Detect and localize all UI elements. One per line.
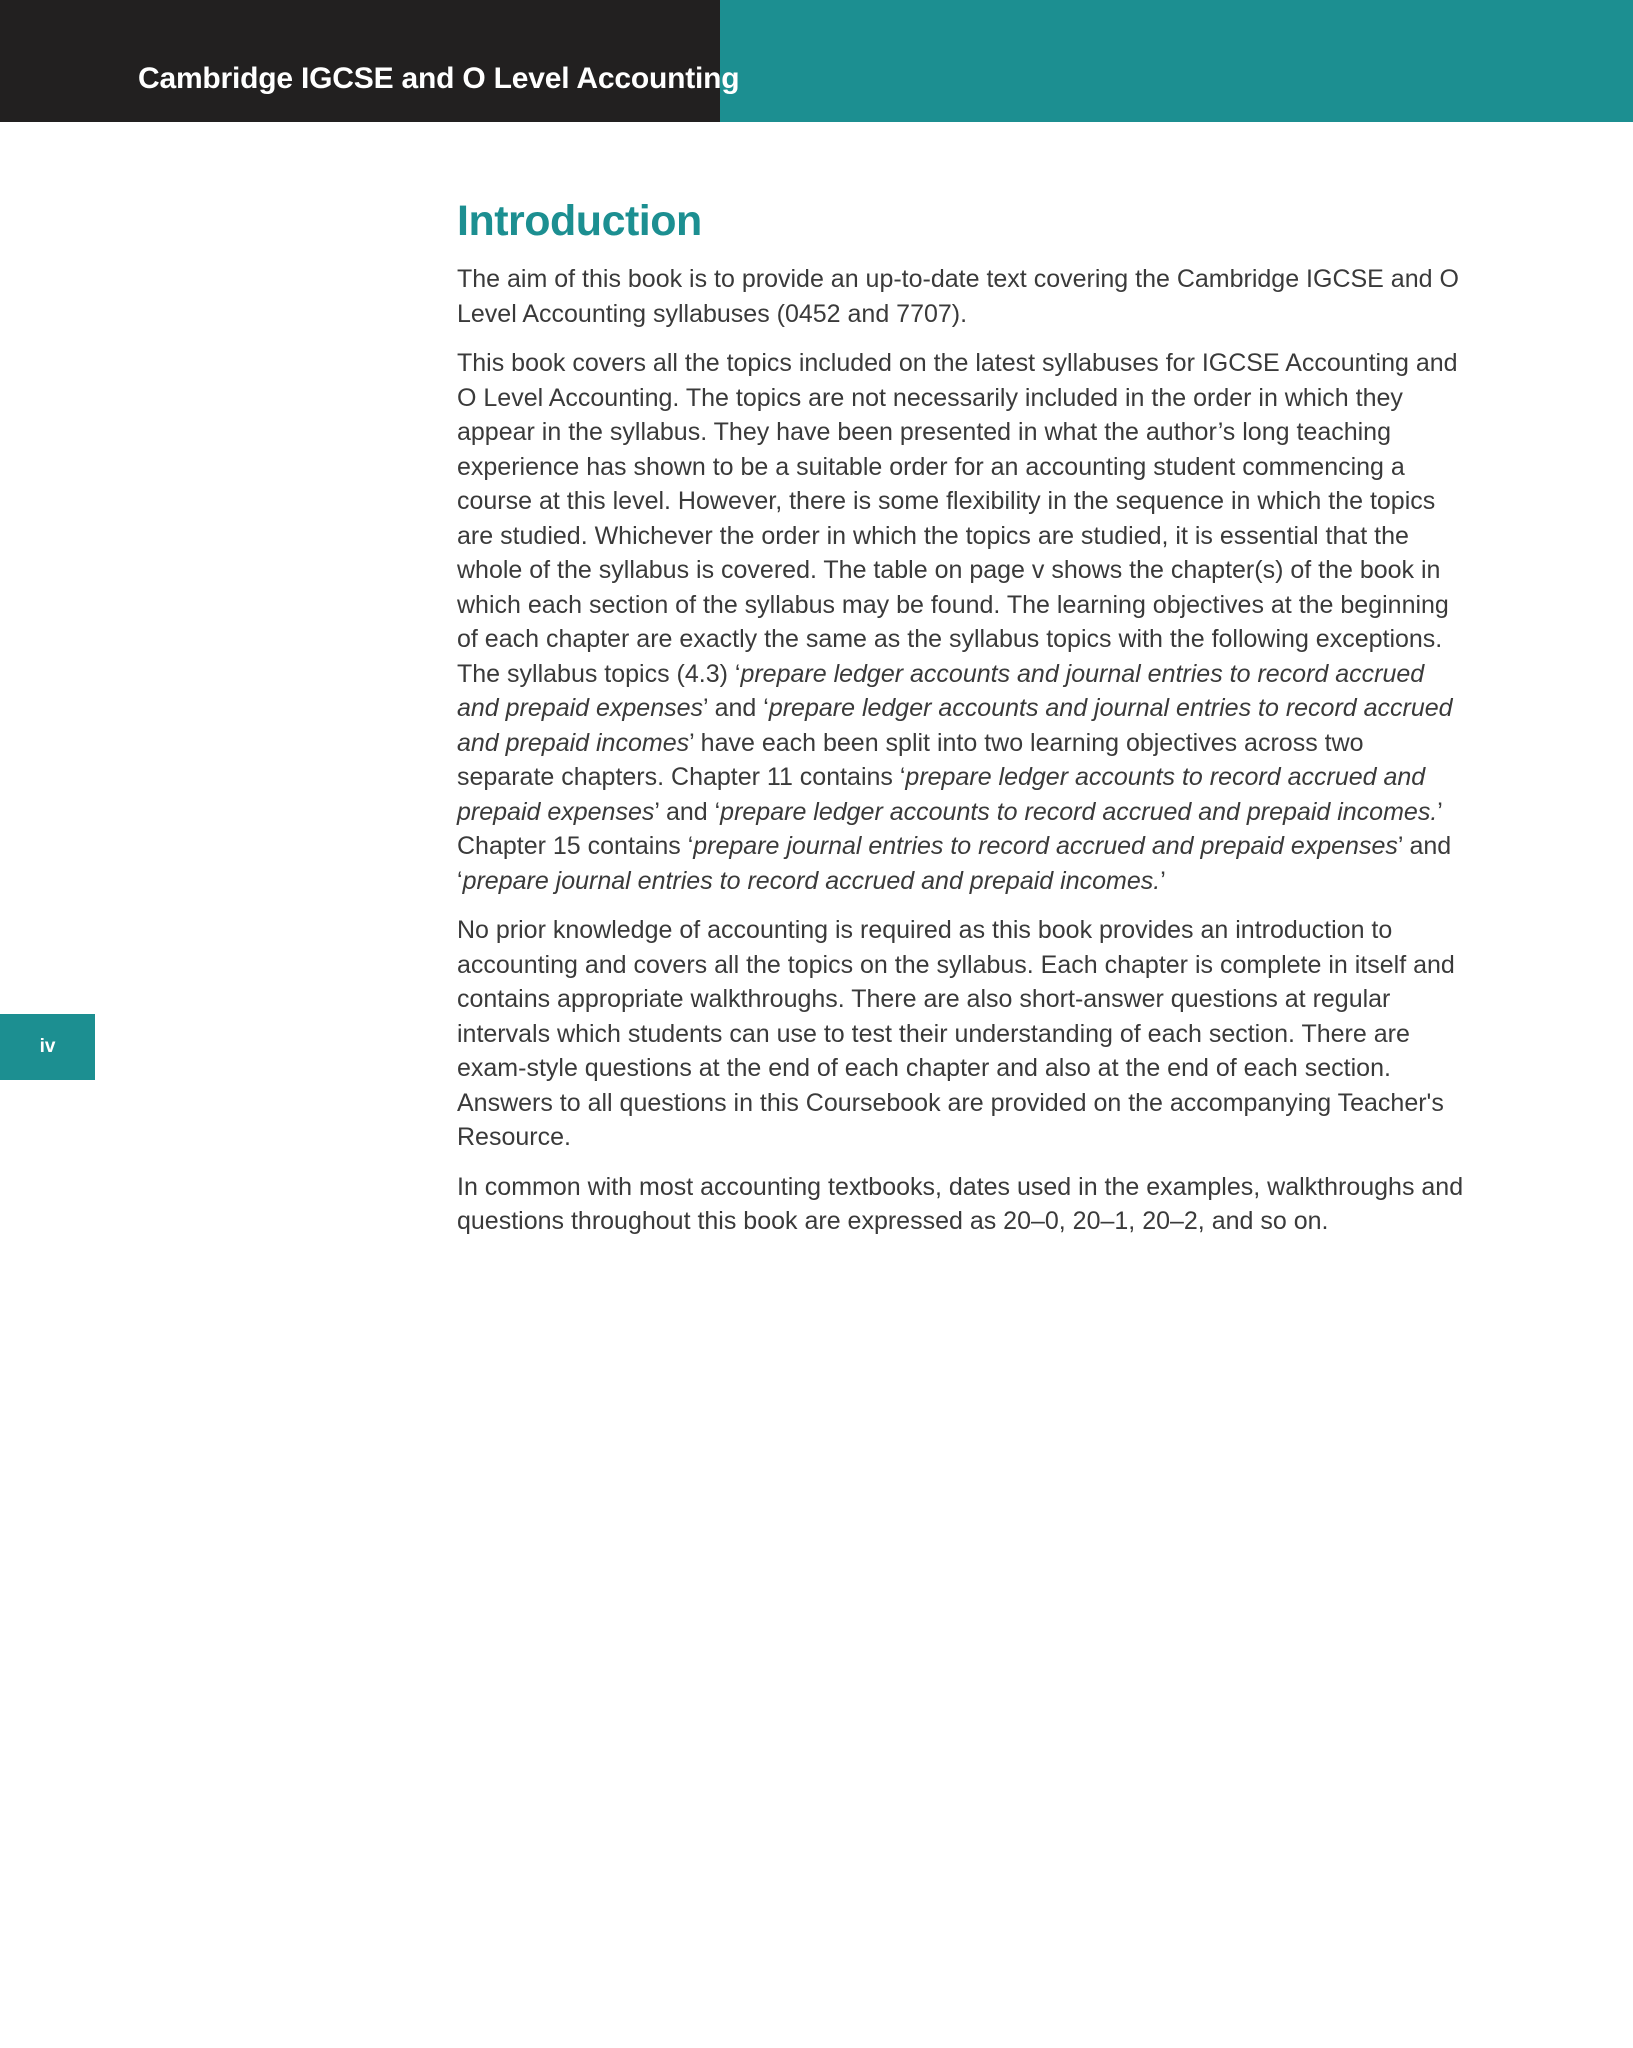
book-title: Cambridge IGCSE and O Level Accounting <box>138 62 740 95</box>
header-bar-dark <box>0 0 720 122</box>
text-run: ’ <box>1160 866 1166 895</box>
text-run: This book covers all the topics included on the latest syllabuses for IGCSE Accounting and O Level Accounting. The topics are not necessarily included in the order in which they appear in the syllabus. They have been presented in what the author’s long teaching experience has shown to be a suitable order for an accounting student commencing a course at this level. However, there is some flexibility in the sequence in which the topics are studied. Whichever the order in which the topics are studied, it is essential that the whole of the syllabus is covered. The table on page v shows the chapter(s) of the book in which each section of the syllabus may be found. The learning objectives at the beginning of each chapter are exactly the same as the syllabus topics with the following exceptions. The syllabus topics (4.3) ‘ <box>457 349 1458 688</box>
paragraph-dates: In common with most accounting textbooks, dates used in the examples, walkthroughs and questions throughout this book are expressed as 20–0, 20–1, 20–2, and so on. <box>457 1172 1464 1235</box>
syllabus-topic-quote: prepare ledger accounts and journal entries to record accrued and prepaid incomes <box>457 694 1453 757</box>
text-run: ’ and ‘ <box>703 694 769 722</box>
page-number-tab <box>0 1014 95 1080</box>
paragraph-coverage <box>457 346 1467 898</box>
syllabus-topic-quote: prepare ledger accounts and journal entries to record accrued and prepaid expenses <box>457 659 1425 722</box>
paragraph-aim: The aim of this book is to provide an up-to-date text covering the Cambridge IGCSE and O Level Accounting syllabuses (0452 and 7707). <box>457 265 1459 328</box>
text-run: ’ Chapter 15 contains ‘ <box>457 797 1442 860</box>
header-bar-accent <box>720 0 1633 122</box>
page-heading: Introduction <box>457 197 702 245</box>
syllabus-topic-quote: prepare journal entries to record accrued and prepaid incomes. <box>462 866 1161 895</box>
syllabus-topic-quote: prepare journal entries to record accrued and prepaid expenses <box>693 832 1398 860</box>
syllabus-topic-quote: prepare ledger accounts to record accrued and prepaid incomes. <box>720 797 1438 826</box>
paragraph-prior-knowledge: No prior knowledge of accounting is required as this book provides an introduction to accounting and covers all the topics on the syllabus. Each chapter is complete in itself and contains appropriate walkthroughs. There are also short-answer questions at regular intervals which students can use to test their understanding of each section. There are exam-style questions at the end of each chapter and also at the end of each section. Answers to all questions in this Coursebook are provided on the accompanying Teacher's Resource. <box>457 916 1455 1151</box>
text-run: ’ have each been split into two learning objectives across two separate chapters. Chapter 11 contains ‘ <box>457 728 1364 791</box>
main-content <box>457 194 1467 1254</box>
text-run: ’ and ‘ <box>654 797 721 826</box>
syllabus-topic-quote: prepare ledger accounts to record accrued and prepaid expenses <box>457 763 1426 826</box>
page-number: iv <box>39 1036 56 1057</box>
text-run: ’ and ‘ <box>457 832 1452 895</box>
